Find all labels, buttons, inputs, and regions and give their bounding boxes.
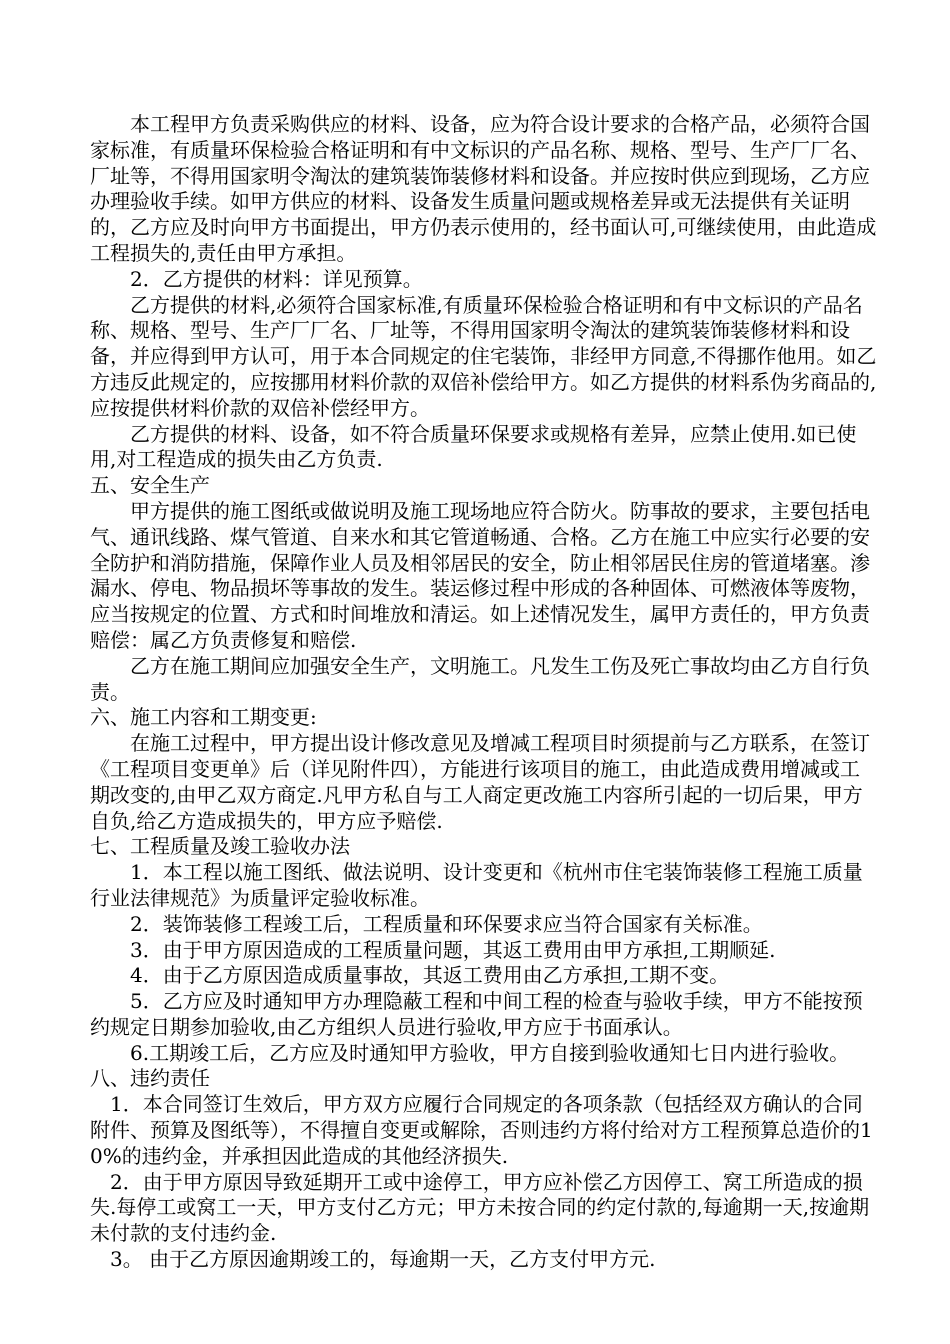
paragraph-materials-party-b: 乙方提供的材料,必须符合国家标准,有质量环保检验合格证明和有中文标识的产品名称、规格、型号、生产厂厂名、厂址等，不得用国家明令淘汰的建筑装饰装修材料和设备，并应得到甲方认可，用于本合同规定的住宅装饰，非经甲方同意,不得挪作他用。如乙方违反此规定的，应按挪用材料价款的双倍补偿给甲方。如乙方提供的材料系伪劣商品的,应按提供材料价款的双倍补偿经甲方。 [90,292,877,420]
clause-liability-3: 3。 由于乙方原因逾期竣工的，每逾期一天，乙方支付甲方元. [110,1247,656,1272]
section-heading-liability: 八、违约责任 [90,1066,210,1091]
paragraph-materials-party-a: 本工程甲方负责采购供应的材料、设备，应为符合设计要求的合格产品，必须符合国家标准，有质量环保检验合格证明和有中文标识的产品名称、规格、型号、生产厂厂名、厂址等，不得用国家明令淘汰的建筑装饰装修材料和设备。并应按时供应到现场，乙方应办理验收手续。如甲方供应的材料、设备发生质量问题或规格差异或无法提供有关证明的，乙方应及时向甲方书面提出，甲方仍表示使用的，经书面认可,可继续使用，由此造成工程损失的,责任由甲方承担。 [90,112,877,265]
paragraph-materials-nonconforming: 乙方提供的材料、设备，如不符合质量环保要求或规格有差异，应禁止使用.如已使用,对工程造成的损失由乙方负责. [90,421,857,472]
paragraph-safety-party-b: 乙方在施工期间应加强安全生产，文明施工。凡发生工伤及死亡事故均由乙方自行负责。 [90,653,870,704]
section-heading-safety: 五、安全生产 [90,473,210,498]
clause-quality-3: 3．由于甲方原因造成的工程质量问题，其返工费用由甲方承担,工期顺延. [130,937,776,962]
contract-page [90,112,878,1273]
clause-quality-4: 4．由于乙方原因造成质量事故，其返工费用由乙方承担,工期不变。 [130,963,730,988]
clause-liability-1: 1．本合同签订生效后，甲方双方应履行合同规定的各项条款（包括经双方确认的合同附件、预算及图纸等），不得擅自变更或解除，否则违约方将付给对方工程预算总造价的10%的违约金，并承担因此造成的其他经济损失. [90,1092,873,1168]
clause-quality-5: 5．乙方应及时通知甲方办理隐蔽工程和中间工程的检查与验收手续，甲方不能按预约规定日期参加验收,由乙方组织人员进行验收,甲方应于书面承认。 [90,989,863,1039]
clause-quality-6: 6.工期竣工后，乙方应及时通知甲方验收，甲方自接到验收通知七日内进行验收。 [130,1040,850,1065]
section-heading-changes: 六、施工内容和工期变更: [90,705,317,730]
clause-2-materials-party-b: 2．乙方提供的材料：详见预算。 [130,266,423,291]
paragraph-safety-requirements: 甲方提供的施工图纸或做说明及施工现场地应符合防火。防事故的要求，主要包括电气、通讯线路、煤气管道、自来水和其它管道畅通、合格。乙方在施工中应实行必要的安全防护和消防措施，保障作业人员及相邻居民的安全，防止相邻居民住房的管道堵塞。渗漏水、停电、物品损坏等事故的发生。装运修过程中形成的各种固体、可燃液体等废物，应当按规定的位置、方式和时间堆放和清运。如上述情况发生，属甲方责任的，甲方负责赔偿：属乙方负责修复和赔偿. [90,498,870,652]
clause-liability-2: 2．由于甲方原因导致延期开工或中途停工，甲方应补偿乙方因停工、窝工所造成的损失.每停工或窝工一天，甲方支付乙方元；甲方未按合同的约定付款的,每逾期一天,按逾期未付款的支付违约金. [90,1169,870,1246]
clause-quality-2: 2．装饰装修工程竣工后，工程质量和环保要求应当符合国家有关标准。 [130,911,763,936]
clause-quality-1: 1．本工程以施工图纸、做法说明、设计变更和《杭州市住宅装饰装修工程施工质量行业法律规范》为质量评定验收标准。 [90,860,863,910]
section-heading-quality: 七、工程质量及竣工验收办法 [90,834,350,859]
paragraph-changes: 在施工过程中，甲方提出设计修改意见及增减工程项目时须提前与乙方联系，在签订《工程项目变更单》后（详见附件四），方能进行该项目的施工，由此造成费用增减或工期改变的,由甲乙双方商定.凡甲方私自与工人商定更改施工内容所引起的一切后果，甲方自负,给乙方造成损失的，甲方应予赔偿. [90,731,870,833]
